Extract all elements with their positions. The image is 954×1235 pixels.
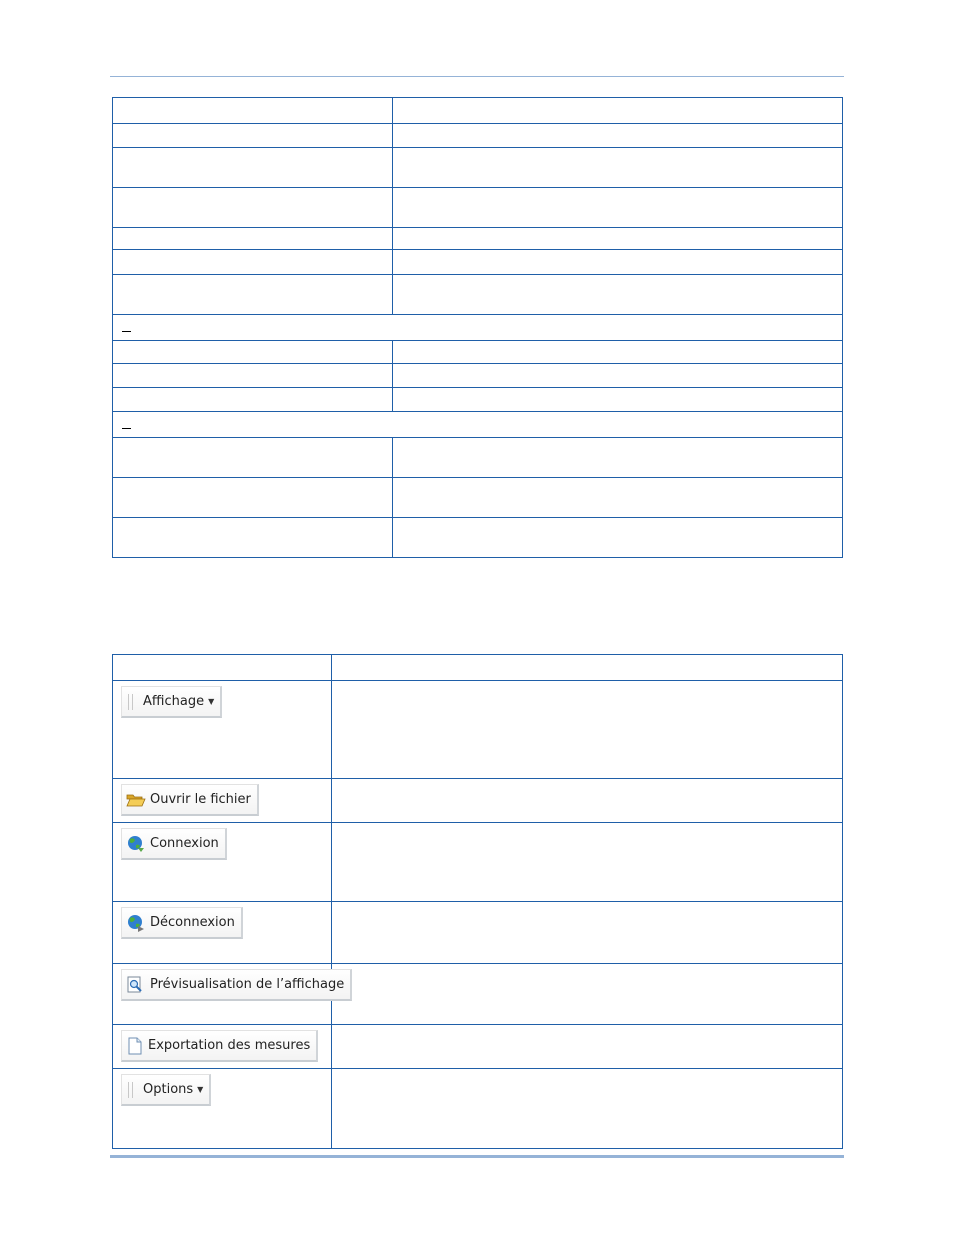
table-row (113, 364, 843, 388)
chevron-down-icon: ▼ (197, 1085, 204, 1094)
print-preview-icon (126, 976, 146, 994)
section-marker (122, 331, 131, 332)
table-row (113, 1025, 843, 1069)
table-row (113, 228, 843, 250)
affichage-button[interactable] (121, 686, 222, 718)
footer-rule (110, 1155, 844, 1158)
table-row (113, 1069, 843, 1149)
globe-icon (126, 835, 146, 853)
table-row (113, 250, 843, 275)
table-row (113, 964, 843, 1025)
table-row (113, 438, 843, 478)
options-button[interactable] (121, 1074, 211, 1106)
previsualisation-label: Prévisualisation de l’affichage (150, 977, 345, 992)
document-icon (126, 1037, 144, 1055)
section-marker (122, 428, 131, 429)
table-row (113, 478, 843, 518)
chevron-down-icon: ▼ (208, 697, 215, 706)
exportation-button[interactable] (121, 1030, 318, 1062)
toolbar-table (112, 654, 843, 1149)
globe-icon (126, 914, 146, 932)
header-rule (110, 76, 844, 77)
options-label: Options (143, 1082, 194, 1097)
table-row (113, 275, 843, 315)
deconnexion-label: Déconnexion (150, 915, 235, 930)
table-header-row (113, 655, 843, 681)
table-row (113, 341, 843, 364)
grip-icon (128, 1082, 133, 1098)
table-row (113, 124, 843, 148)
table-1 (112, 97, 843, 558)
exportation-label: Exportation des mesures (148, 1038, 311, 1053)
folder-open-icon (126, 792, 146, 808)
connexion-label: Connexion (150, 836, 219, 851)
table-row (113, 823, 843, 902)
table-row (113, 779, 843, 823)
ouvrir-fichier-button[interactable] (121, 784, 259, 816)
table-row (113, 681, 843, 779)
deconnexion-button[interactable] (121, 907, 243, 939)
table-row (113, 388, 843, 412)
table-row (113, 98, 843, 124)
grip-icon (128, 694, 133, 710)
section-row (113, 315, 843, 341)
affichage-label: Affichage (143, 694, 205, 709)
ouvrir-fichier-label: Ouvrir le fichier (150, 792, 251, 807)
table-row (113, 518, 843, 558)
table-row (113, 148, 843, 188)
table-row (113, 902, 843, 964)
table-row (113, 188, 843, 228)
connexion-button[interactable] (121, 828, 227, 860)
previsualisation-button[interactable] (121, 969, 352, 1001)
section-row (113, 412, 843, 438)
